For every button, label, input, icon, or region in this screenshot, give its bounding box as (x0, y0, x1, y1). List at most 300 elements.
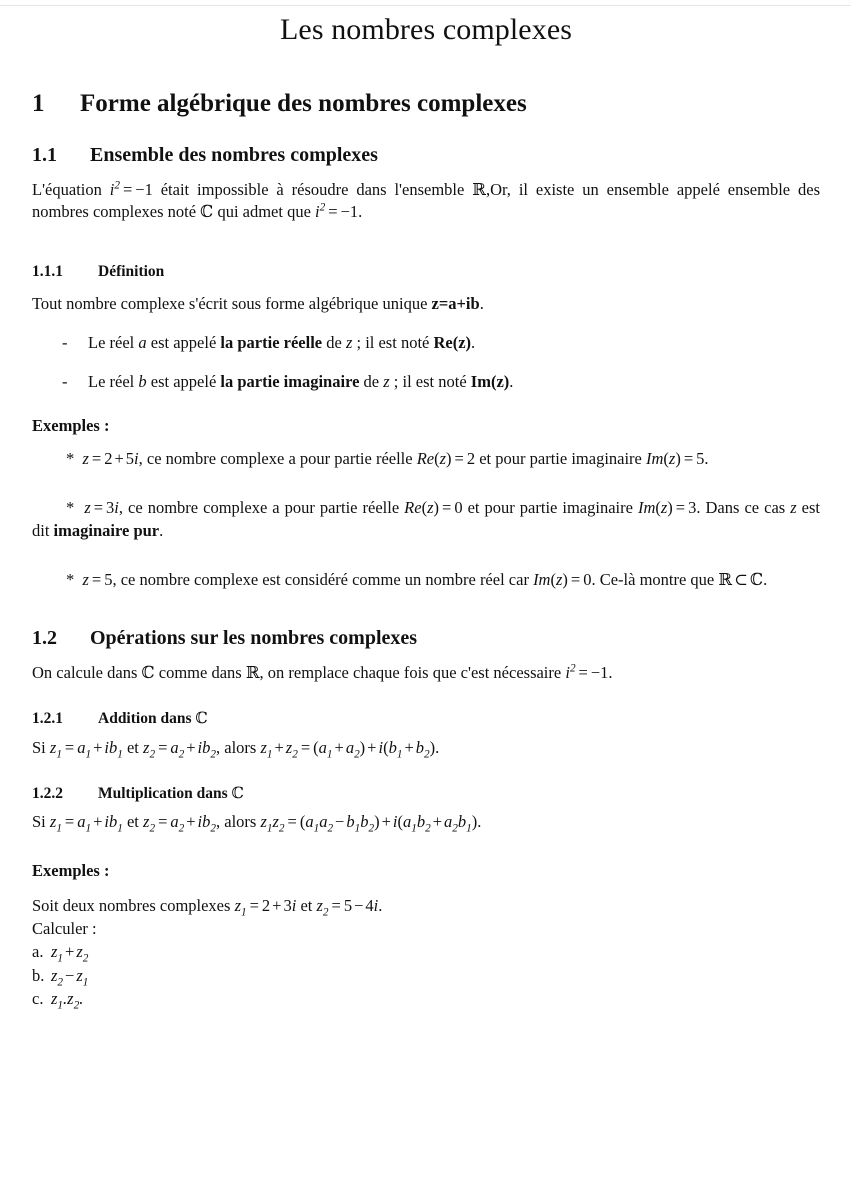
math-number: 2 (261, 896, 271, 916)
math-i-squared-2 (315, 202, 358, 221)
math-z2-equals-5-minus-4i (316, 896, 379, 919)
math-symbol: i (373, 896, 379, 916)
math-number: 5 (125, 449, 135, 469)
exercise-items (32, 917, 820, 1011)
exercise-item-a (32, 940, 820, 963)
star-bullet-icon: * (66, 569, 75, 589)
text-fragment: et (296, 896, 317, 916)
math-paren: ( (397, 812, 403, 832)
math-symbol: b (416, 812, 426, 832)
math-sign: − (340, 202, 350, 222)
text-fragment: Si (32, 812, 50, 832)
math-symbol: i (392, 812, 398, 832)
math-operator: + (65, 942, 75, 962)
math-paren: ) (562, 569, 568, 589)
math-index: 2 (73, 999, 80, 1012)
math-re-z-equals-2 (417, 449, 475, 468)
math-var-z: z (383, 371, 390, 391)
math-addition-result (260, 737, 436, 761)
exercise-prompt: Calculer : (32, 918, 97, 938)
math-paren: ( (313, 737, 319, 757)
text-fragment: Soit deux nombres complexes (32, 896, 235, 916)
math-symbol: z (76, 965, 83, 985)
math-index: 1 (240, 906, 247, 919)
math-re-z-equals-0 (404, 498, 462, 517)
math-number: 2 (104, 449, 113, 469)
math-im-z-equals-0 (533, 570, 591, 589)
math-number: 5 (343, 896, 353, 916)
example-item-2 (32, 497, 820, 543)
math-symbol: b (202, 812, 211, 832)
math-symbol: z (49, 812, 57, 832)
math-im-z-equals-3 (638, 498, 696, 517)
math-operator: + (114, 449, 124, 469)
formula-multiplication (32, 811, 820, 833)
text-fragment: . (509, 371, 514, 391)
heading-section-1-1-1 (32, 263, 820, 281)
math-operator: = (158, 737, 168, 757)
math-number: 3 (688, 498, 697, 517)
math-index: 1 (354, 822, 361, 835)
math-operator: + (274, 737, 284, 757)
list-item (32, 371, 820, 392)
math-symbol: z (76, 942, 83, 962)
symbol-complex-set: ℂ (200, 202, 214, 222)
math-symbol: z (51, 989, 58, 1009)
exercise-item-b (32, 964, 820, 987)
text-fragment: ,Or, il existe un ensemble appelé ensemble des nombres complexes noté (32, 180, 820, 222)
math-var-z: z (345, 333, 353, 353)
heading-section-1-number: 1 (32, 89, 45, 117)
math-symbol: i (109, 180, 115, 200)
math-symbol: z (234, 896, 241, 916)
text-fragment: . (763, 569, 768, 589)
heading-section-1-2-title: Opérations sur les nombres complexes (90, 627, 418, 650)
math-symbol: b (415, 737, 424, 757)
definition-algebraic-form: z=a+ib (431, 293, 480, 313)
math-symbol: a (319, 812, 328, 832)
math-number: 3 (283, 896, 292, 916)
notation-re-z: Re(z) (433, 333, 472, 353)
math-operator: = (578, 663, 588, 683)
math-paren: ) (433, 498, 439, 517)
math-operator: + (404, 737, 414, 757)
math-sign: − (135, 180, 145, 200)
math-index: 1 (56, 822, 62, 835)
text-fragment: . (435, 737, 440, 757)
term-partie-reelle: la partie réelle (220, 333, 323, 353)
text-fragment: , ce nombre complexe a pour partie réelle (118, 498, 405, 517)
math-index: 1 (57, 952, 64, 965)
math-operator: + (432, 812, 443, 832)
math-minus-one (591, 663, 609, 682)
math-index: 1 (117, 822, 123, 835)
math-var-b: b (138, 371, 147, 391)
math-operator: = (328, 202, 338, 222)
math-symbol: i (378, 737, 384, 757)
dash-bullet-icon: - (62, 371, 68, 391)
math-paren: ) (429, 737, 436, 757)
math-operator: − (335, 812, 345, 832)
exercise-intro (32, 895, 820, 917)
math-index: 2 (327, 822, 334, 835)
symbol-complex-set: ℂ (749, 569, 764, 589)
math-operator: + (381, 812, 391, 832)
math-index: 1 (266, 822, 273, 835)
math-index: 2 (425, 822, 431, 835)
math-index: 1 (117, 748, 123, 761)
symbol-real-set: ℝ (472, 180, 486, 200)
math-symbol: z (260, 737, 267, 757)
symbol-real-set: ℝ (245, 663, 260, 683)
math-symbol: i (114, 498, 119, 517)
dash-bullet-icon: - (62, 333, 68, 353)
text-fragment: et pour partie imaginaire (462, 498, 638, 517)
text-fragment: qui admet que (213, 202, 316, 222)
math-number: 5 (104, 569, 113, 589)
heading-section-1-2 (32, 627, 820, 650)
math-operator: = (331, 896, 341, 916)
math-paren: ) (446, 449, 452, 469)
example-item-1 (32, 448, 820, 471)
text-fragment: ; il est noté (389, 371, 471, 391)
text-fragment: et pour partie imaginaire (475, 449, 646, 469)
math-operator: = (64, 737, 75, 757)
math-index: 2 (178, 748, 185, 761)
math-exponent: 2 (319, 201, 326, 214)
math-operator: + (334, 737, 344, 757)
math-index: 1 (326, 748, 333, 761)
math-index: 2 (82, 952, 89, 965)
math-im-z-equals-5 (646, 449, 704, 468)
math-paren: ( (299, 812, 306, 832)
symbol-complex-set: ℂ (141, 663, 155, 683)
math-symbol: z (82, 569, 89, 589)
math-paren: ( (550, 569, 556, 589)
text-fragment: , ce nombre complexe a pour partie réelle (138, 449, 417, 469)
math-operator: = (287, 812, 297, 832)
math-number: 2 (466, 449, 476, 469)
math-index: 2 (424, 748, 430, 761)
math-symbol: z (143, 737, 150, 757)
heading-section-1-2-2 (32, 785, 820, 803)
math-index: 1 (56, 748, 62, 761)
text-fragment: . (159, 520, 164, 540)
math-index: 1 (396, 748, 403, 761)
formula-addition (32, 737, 820, 759)
math-operator: . (63, 989, 68, 1009)
math-index: 1 (57, 999, 64, 1012)
paragraph-ensemble-complexes (32, 179, 820, 223)
heading-section-1-2-1-title: Addition dans (98, 710, 196, 728)
math-symbol: z (51, 942, 58, 962)
math-operator: = (122, 180, 133, 200)
text-fragment: comme dans (154, 663, 246, 683)
example-item-3 (32, 569, 820, 592)
math-operator: = (300, 737, 311, 757)
math-symbol: i (197, 812, 203, 832)
math-function: Im (533, 569, 551, 589)
math-z2-minus-z1 (51, 965, 89, 989)
math-symbol: a (444, 812, 453, 832)
text-fragment: . (477, 812, 482, 832)
math-symbol: i (134, 449, 139, 469)
math-function: Im (637, 498, 656, 517)
math-symbol: z (316, 896, 323, 916)
text-fragment: , alors (216, 737, 261, 757)
math-number: 1 (600, 663, 609, 683)
math-z1-times-z2 (51, 989, 84, 1012)
star-bullet-icon: * (66, 498, 75, 517)
math-operator: + (186, 737, 196, 757)
symbol-subset: ⊂ (734, 569, 748, 589)
math-operator: − (354, 896, 364, 916)
math-symbol: z (82, 449, 89, 469)
math-operator: + (93, 812, 103, 832)
text-fragment: et (122, 812, 144, 832)
text-fragment: . (704, 449, 709, 469)
math-operator: − (65, 965, 75, 985)
math-index: 1 (313, 822, 320, 835)
math-symbol: a (305, 812, 314, 832)
math-paren: ( (663, 449, 669, 469)
text-fragment: . (479, 293, 484, 313)
paragraph-operations (32, 662, 820, 684)
math-symbol: i (565, 663, 570, 683)
exercise-item-marker: b. (32, 965, 45, 985)
text-fragment: . (378, 896, 383, 916)
symbol-complex-set: ℂ (195, 710, 208, 728)
text-fragment: , alors (216, 812, 261, 832)
math-number: 1 (349, 202, 359, 222)
math-symbol: a (402, 812, 412, 832)
math-operator: + (272, 896, 282, 916)
math-z1-equals-a1-plus-ib1 (49, 812, 123, 835)
math-symbol: z (285, 737, 293, 757)
text-fragment: Tout nombre complexe s'écrit sous forme algébrique unique (32, 293, 432, 313)
math-index: 2 (149, 748, 156, 761)
math-operator: = (442, 498, 452, 517)
math-operator: + (186, 812, 196, 832)
math-index: 2 (322, 906, 329, 919)
math-var-z: z (790, 498, 797, 517)
math-operator: = (91, 449, 102, 469)
math-operator: = (249, 896, 259, 916)
math-paren: ( (383, 737, 389, 757)
math-symbol: b (360, 812, 369, 832)
math-symbol: z (260, 812, 267, 832)
math-minus-one (135, 180, 153, 199)
math-symbol: z (272, 812, 279, 832)
math-symbol: i (197, 737, 203, 757)
text-fragment: L'équation (32, 180, 110, 200)
math-symbol: z (668, 449, 676, 469)
math-number: 1 (144, 180, 153, 200)
exercise-item-c (32, 987, 820, 1010)
exercise-item-marker: c. (32, 989, 44, 1009)
math-symbol: a (170, 737, 179, 757)
heading-section-1-2-2-title: Multiplication dans (98, 784, 232, 802)
heading-section-1-1-1-number: 1.1.1 (32, 262, 63, 280)
math-symbol: i (315, 202, 320, 222)
math-paren: ) (359, 737, 366, 757)
math-index: 1 (411, 822, 417, 835)
math-exponent: 2 (114, 179, 120, 192)
math-number: 3 (106, 498, 115, 517)
math-symbol: a (318, 737, 327, 757)
math-index: 2 (354, 748, 360, 761)
math-index: 2 (452, 822, 458, 835)
heading-section-1-1 (32, 144, 820, 167)
math-index: 1 (82, 976, 89, 989)
math-index: 2 (178, 822, 185, 835)
text-fragment: Si (32, 737, 50, 757)
math-symbol: z (143, 812, 150, 832)
math-number: 5 (696, 449, 705, 469)
math-index: 2 (210, 748, 216, 761)
text-fragment: . (608, 663, 613, 683)
heading-section-1-2-1-number: 1.2.1 (32, 710, 63, 728)
math-operator: = (675, 498, 686, 517)
definition-bullet-list (32, 332, 820, 392)
text-fragment: ; il est noté (352, 333, 434, 353)
math-operator: + (367, 737, 377, 757)
math-index: 2 (210, 822, 216, 835)
math-operator: = (64, 812, 75, 832)
math-index: 1 (466, 822, 472, 835)
heading-section-1-2-1 (32, 710, 820, 728)
math-symbol: z (427, 498, 434, 517)
math-multiplication-result (260, 812, 478, 835)
document-content (32, 0, 820, 1011)
text-fragment: . Ce-là montre que (591, 569, 719, 589)
math-operator: = (93, 498, 104, 517)
math-z1-plus-z2 (51, 942, 89, 965)
math-z-equals-2-plus-5i (83, 449, 139, 468)
heading-section-1-2-2-number: 1.2.2 (32, 784, 63, 802)
math-symbol: z (660, 498, 668, 517)
math-symbol: i (291, 896, 297, 916)
math-index: 1 (85, 822, 92, 835)
math-exponent: 2 (569, 662, 576, 675)
math-symbol: z (84, 498, 91, 517)
math-symbol: i (104, 737, 109, 757)
math-paren: ( (421, 498, 428, 517)
math-z-equals-3i (84, 498, 119, 517)
symbol-real-set: ℝ (718, 569, 733, 589)
text-fragment: Le réel (88, 371, 139, 391)
math-paren: ) (374, 812, 380, 832)
text-fragment: On calcule dans (32, 663, 142, 683)
math-z1-equals-a1-plus-ib1 (49, 737, 123, 761)
star-bullet-icon: * (66, 449, 75, 469)
math-minus-one (341, 202, 359, 221)
heading-section-1-1-title: Ensemble des nombres complexes (90, 144, 378, 167)
math-z-equals-5 (83, 570, 113, 589)
math-paren: ) (667, 498, 673, 517)
paragraph-definition (32, 293, 820, 315)
math-period: . (79, 989, 84, 1009)
text-fragment: était impossible à résoudre dans l'ensemble (152, 180, 473, 200)
math-symbol: z (67, 989, 74, 1009)
math-symbol: a (170, 812, 179, 832)
math-number: 0 (583, 569, 592, 589)
math-symbol: b (346, 812, 355, 832)
math-operator: = (570, 569, 581, 589)
math-z2-equals-a2-plus-ib2 (143, 812, 216, 835)
notation-im-z: Im(z) (470, 371, 510, 391)
math-z1-equals-2-plus-3i (234, 896, 297, 919)
heading-section-1 (32, 90, 820, 119)
math-symbol: a (77, 737, 86, 757)
math-symbol: z (439, 449, 447, 469)
math-function: Im (646, 449, 664, 469)
math-symbol: z (51, 965, 58, 985)
math-index: 2 (368, 822, 375, 835)
text-fragment: de (322, 333, 346, 353)
math-sign: − (590, 663, 601, 683)
math-symbol: b (202, 737, 211, 757)
heading-section-1-1-number: 1.1 (32, 144, 57, 167)
text-fragment: de (359, 371, 384, 391)
text-fragment: . (471, 333, 476, 353)
term-partie-imaginaire: la partie imaginaire (220, 371, 360, 391)
math-paren: ) (471, 812, 478, 832)
heading-section-1-1-1-title: Définition (98, 262, 165, 280)
math-symbol: b (109, 737, 118, 757)
math-index: 2 (149, 822, 156, 835)
math-index: 2 (57, 976, 64, 989)
math-operator: = (683, 449, 694, 469)
text-fragment: est appelé (146, 371, 221, 391)
math-index: 2 (278, 822, 285, 835)
text-fragment: , on remplace chaque fois que c'est nécessaire (259, 663, 566, 683)
math-function: Re (404, 498, 422, 517)
math-var-a: a (138, 333, 147, 353)
text-fragment: et (122, 737, 144, 757)
math-index: 2 (292, 748, 298, 761)
heading-exemples-2: Exemples : (32, 861, 110, 881)
symbol-complex-set: ℂ (231, 784, 244, 802)
term-imaginaire-pur: imaginaire pur (53, 520, 160, 540)
math-z2-equals-a2-plus-ib2 (143, 737, 216, 761)
heading-section-1-title: Forme algébrique des nombres complexes (80, 89, 527, 117)
text-fragment: , ce nombre complexe est considéré comme un nombre réel car (112, 569, 534, 589)
math-i-squared (110, 180, 153, 199)
math-index: 1 (266, 748, 273, 761)
heading-section-1-2-number: 1.2 (32, 627, 57, 650)
text-fragment: . (358, 202, 363, 222)
math-number: 0 (454, 498, 463, 517)
math-operator: = (454, 449, 464, 469)
math-operator: + (93, 737, 103, 757)
math-symbol: a (77, 812, 86, 832)
math-paren: ) (675, 449, 681, 469)
math-paren: ( (434, 449, 440, 469)
list-item (32, 332, 820, 353)
math-symbol: i (104, 812, 109, 832)
document-title: Les nombres complexes (279, 13, 573, 46)
math-i-squared-3 (565, 663, 608, 682)
math-paren: ( (655, 498, 661, 517)
heading-exemples-1: Exemples : (32, 416, 110, 436)
exercise-item-marker: a. (32, 942, 44, 962)
text-fragment: est dit (32, 498, 820, 540)
text-fragment: . Dans ce cas (696, 498, 791, 517)
math-function: Re (416, 449, 435, 469)
text-fragment: Le réel (88, 333, 139, 353)
math-symbol: z (555, 569, 563, 589)
